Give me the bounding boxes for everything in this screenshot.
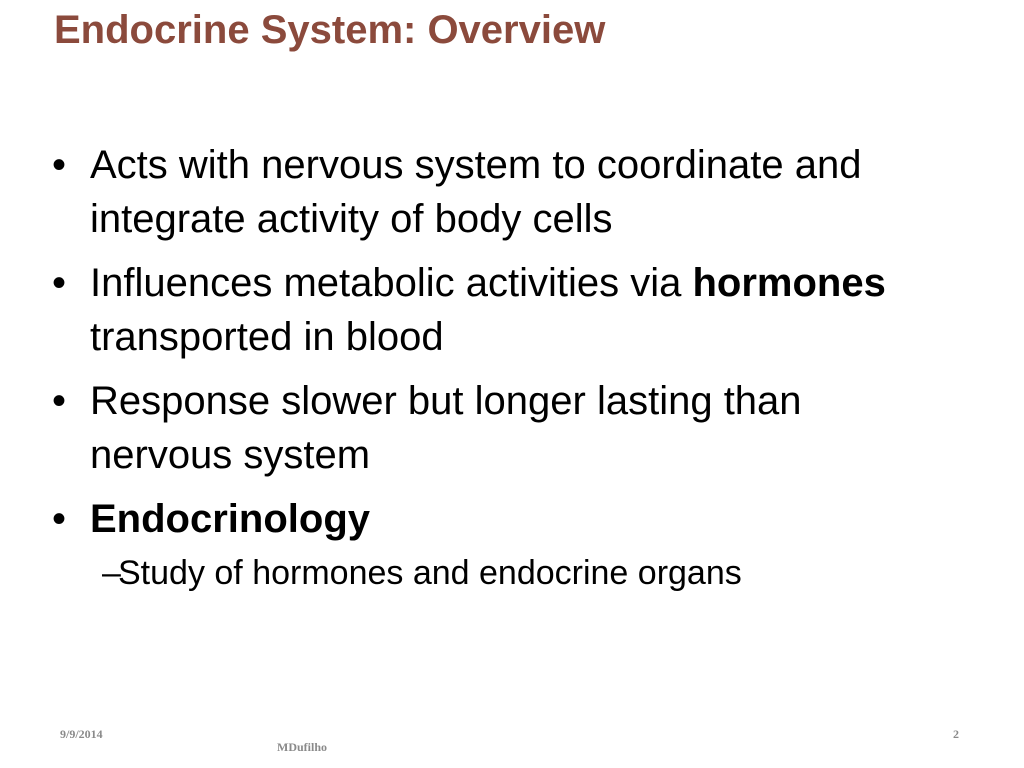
bullet-item <box>52 374 932 482</box>
slide-title: Endocrine System: Overview <box>54 8 606 52</box>
bullet-text-part: transported in blood <box>90 315 444 359</box>
bullet-marker: • <box>52 497 67 541</box>
sub-bullet-item <box>52 550 932 596</box>
bullet-text-part: Influences metabolic activities via <box>90 261 693 305</box>
bullet-bold-term: Endocrinology <box>90 497 370 541</box>
sub-bullet-text: Study of hormones and endocrine organs <box>118 554 742 592</box>
footer-date: 9/9/2014 <box>60 727 103 741</box>
footer-page-number: 2 <box>953 727 959 741</box>
bullet-text: Acts with nervous system to coordinate and integrate activity of body cells <box>90 143 862 241</box>
bullet-marker: • <box>52 261 67 305</box>
footer-author: MDufilho <box>277 740 328 754</box>
bullet-text <box>90 261 886 359</box>
bullet-item <box>52 256 932 364</box>
bullet-bold-term: hormones <box>692 261 886 305</box>
bullet-item <box>52 492 932 546</box>
bullet-list <box>52 138 932 596</box>
bullet-text <box>90 497 370 541</box>
bullet-text: Response slower but longer lasting than nervous system <box>90 379 802 477</box>
bullet-marker: • <box>52 379 67 423</box>
sub-bullet-marker: – <box>102 554 121 592</box>
bullet-item <box>52 138 932 246</box>
bullet-marker: • <box>52 143 67 187</box>
